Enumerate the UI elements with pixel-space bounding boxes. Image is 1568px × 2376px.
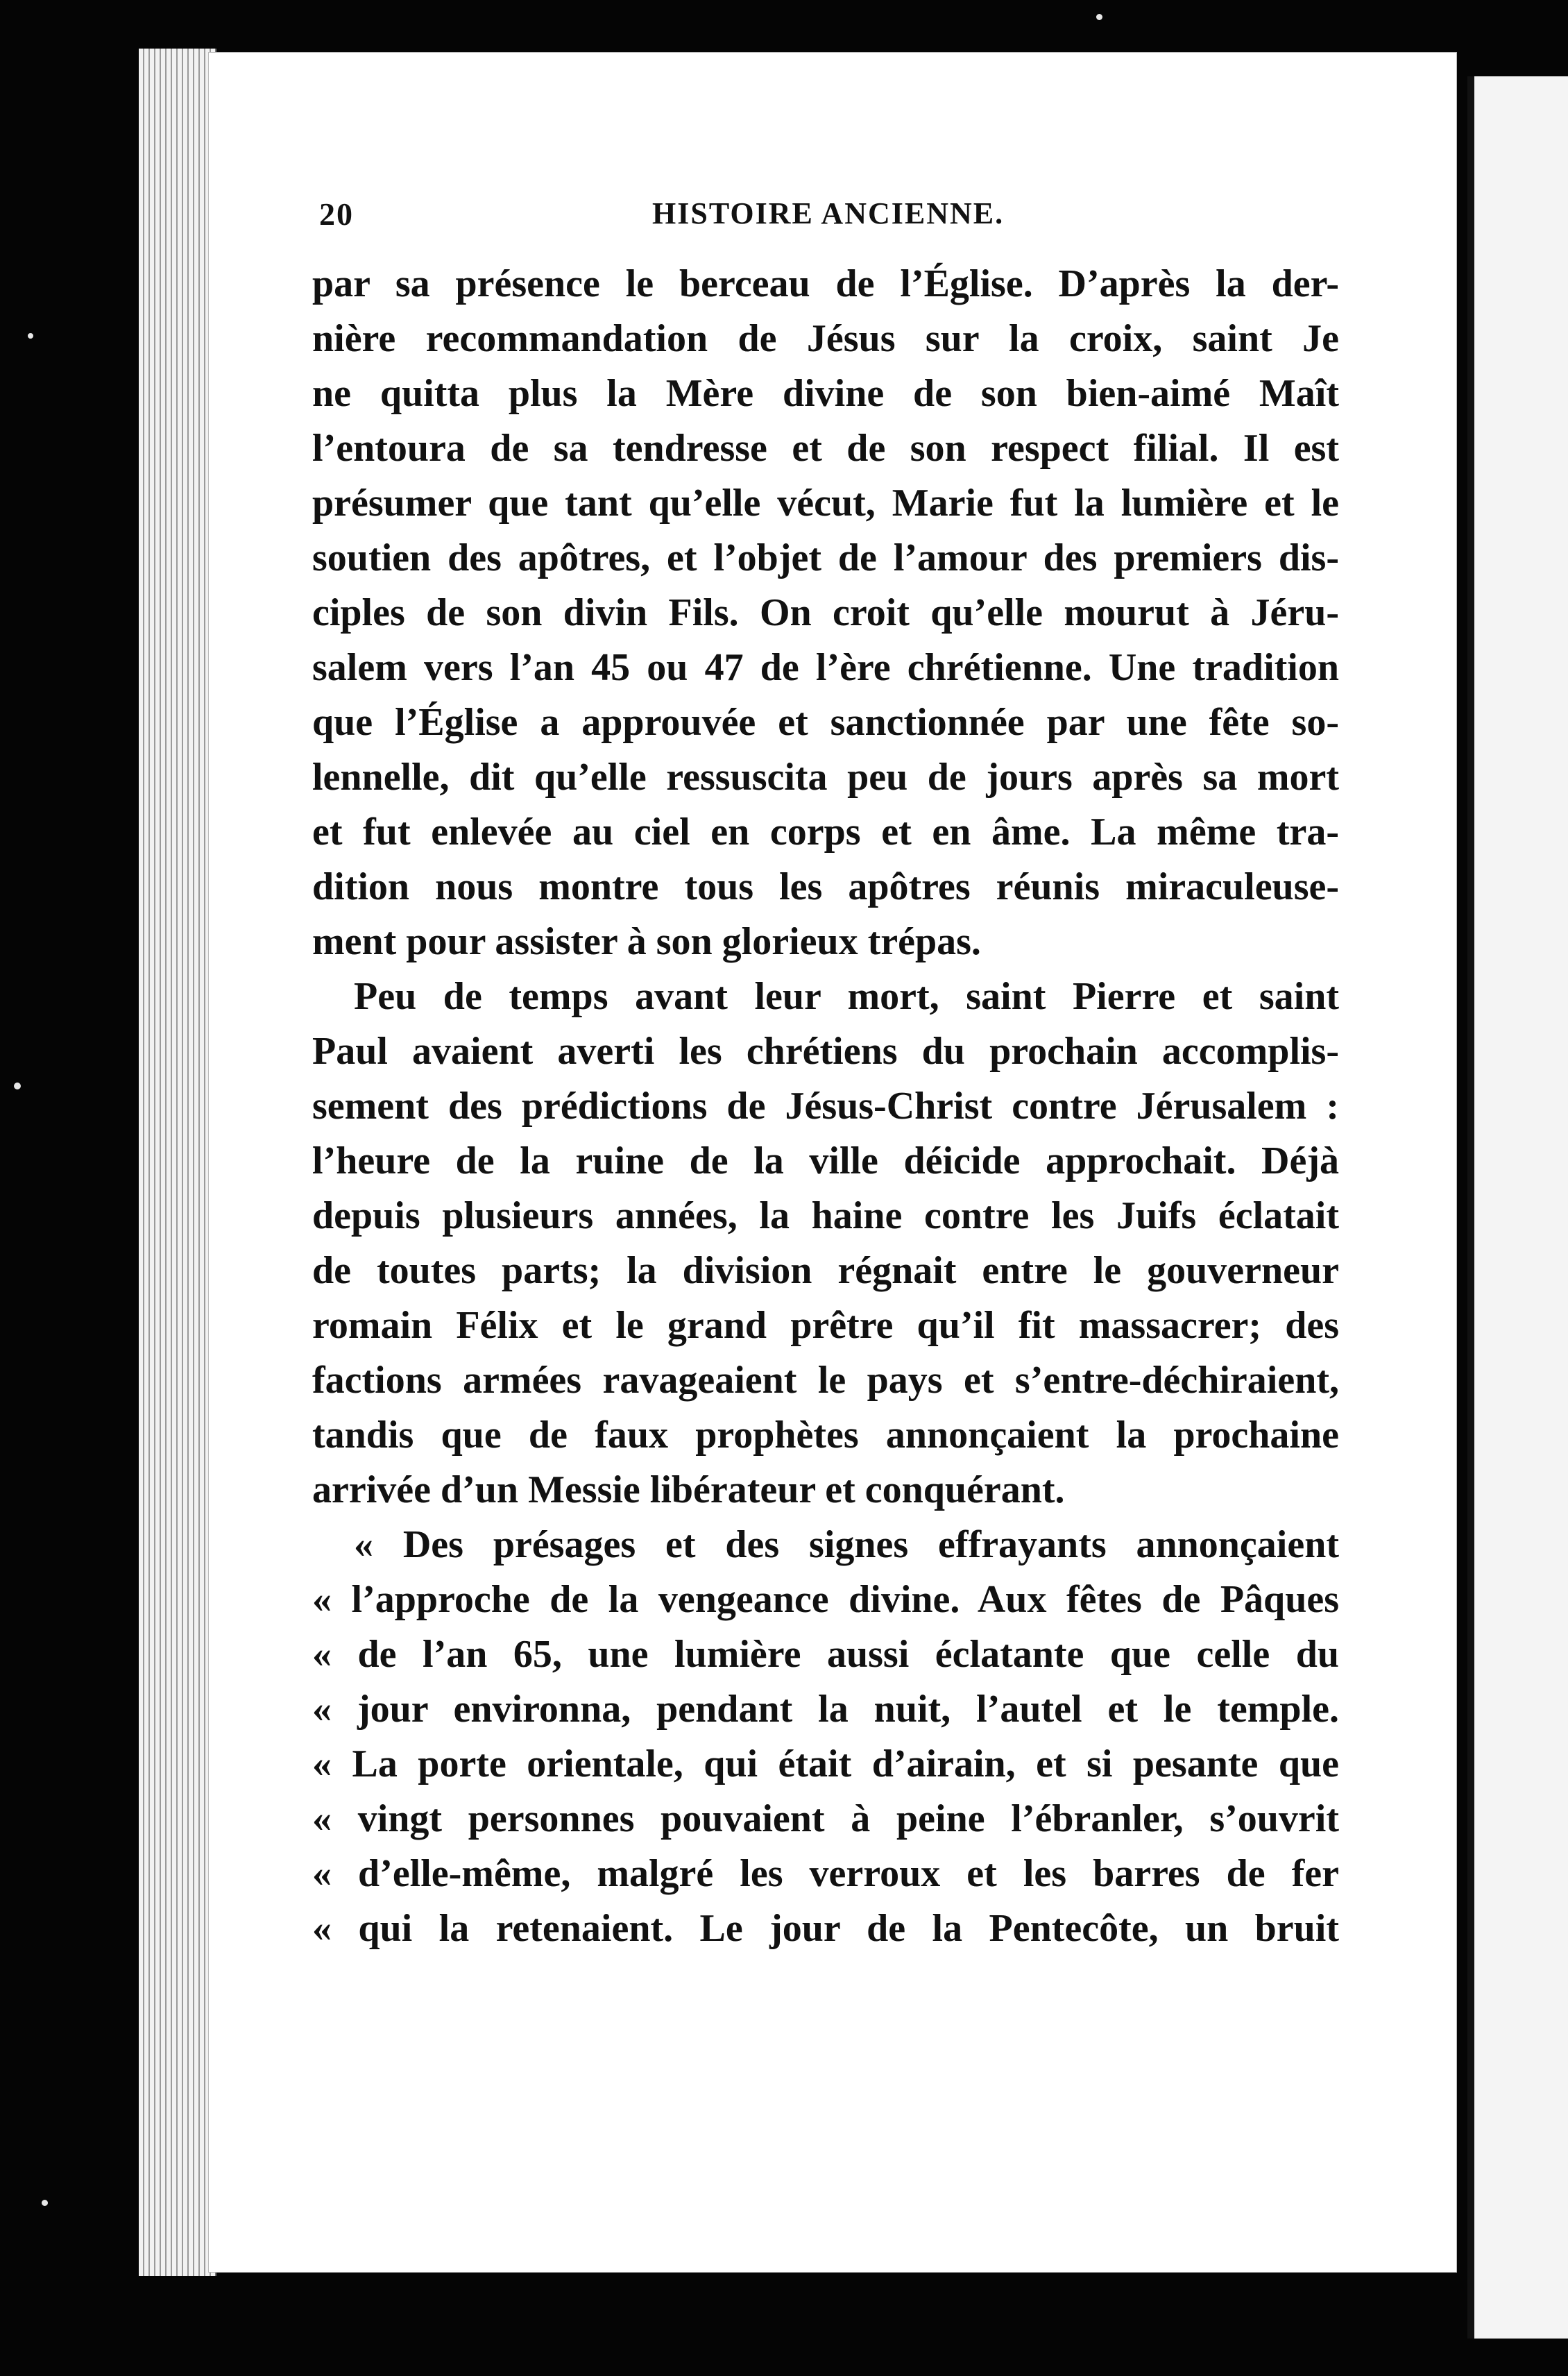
facing-page-fragment xyxy=(1467,76,1568,2339)
scan-speck xyxy=(42,2200,48,2206)
text-line: depuis plusieurs années, la haine contre les Juifs éclatait xyxy=(312,1194,1339,1237)
text-line: soutien des apôtres, et l’objet de l’amour des premiers dis- xyxy=(312,536,1339,579)
text-line: « La porte orientale, qui était d’airain, et si pesante que xyxy=(312,1742,1339,1785)
text-line: « de l’an 65, une lumière aussi éclatante que celle du xyxy=(312,1633,1339,1676)
text-line: présumer que tant qu’elle vécut, Marie fut la lumière et le xyxy=(312,482,1339,525)
text-line: factions armées ravageaient le pays et s’entre-déchiraient, xyxy=(312,1359,1339,1402)
text-line: ciples de son divin Fils. On croit qu’elle mourut à Jéru- xyxy=(312,591,1339,634)
running-header xyxy=(319,196,1013,237)
text-line: « jour environna, pendant la nuit, l’autel et le temple. xyxy=(312,1688,1339,1731)
text-line: ne quitta plus la Mère divine de son bien-aimé Maît xyxy=(312,372,1339,415)
text-line: romain Félix et le grand prêtre qu’il fit massacrer; des xyxy=(312,1304,1339,1347)
text-line: lennelle, dit qu’elle ressuscita peu de jours après sa mort xyxy=(312,756,1339,799)
text-line: nière recommandation de Jésus sur la croix, saint Je xyxy=(312,317,1339,360)
text-line: Peu de temps avant leur mort, saint Pierre et saint xyxy=(354,975,1339,1018)
text-line: l’entoura de sa tendresse et de son respect filial. Il est xyxy=(312,427,1339,470)
scan-speck xyxy=(1096,14,1102,20)
text-line: sement des prédictions de Jésus-Christ contre Jérusalem : xyxy=(312,1085,1339,1128)
text-line: « vingt personnes pouvaient à peine l’ébranler, s’ouvrit xyxy=(312,1797,1339,1840)
text-line: par sa présence le berceau de l’Église. D’après la der- xyxy=(312,262,1339,305)
text-line: arrivée d’un Messie libérateur et conquérant. xyxy=(312,1468,1065,1511)
text-line: tandis que de faux prophètes annonçaient la prochaine xyxy=(312,1414,1339,1457)
text-line: dition nous montre tous les apôtres réunis miraculeuse- xyxy=(312,865,1339,908)
text-line: ment pour assister à son glorieux trépas. xyxy=(312,920,981,963)
scan-speck xyxy=(28,333,33,339)
text-line: de toutes parts; la division régnait entre le gouverneur xyxy=(312,1249,1339,1292)
text-line: « qui la retenaient. Le jour de la Pentecôte, un bruit xyxy=(312,1907,1339,1950)
text-line: « d’elle-même, malgré les verroux et les barres de fer xyxy=(312,1852,1339,1895)
text-line: « Des présages et des signes effrayants annonçaient xyxy=(354,1523,1339,1566)
text-line: l’heure de la ruine de la ville déicide approchait. Déjà xyxy=(312,1139,1339,1182)
text-line: Paul avaient averti les chrétiens du prochain accomplis- xyxy=(312,1030,1339,1073)
text-line: « l’approche de la vengeance divine. Aux fêtes de Pâques xyxy=(312,1578,1339,1621)
text-line: salem vers l’an 45 ou 47 de l’ère chrétienne. Une tradition xyxy=(312,646,1339,689)
page-number: 20 xyxy=(319,196,354,232)
body-text xyxy=(312,257,1339,1956)
text-line: et fut enlevée au ciel en corps et en âme. La même tra- xyxy=(312,811,1339,854)
page-stack-edge xyxy=(139,49,216,2276)
text-line: que l’Église a approuvée et sanctionnée par une fête so- xyxy=(312,701,1339,744)
scan-speck xyxy=(14,1083,21,1089)
running-title: HISTOIRE ANCIENNE. xyxy=(652,196,1005,230)
